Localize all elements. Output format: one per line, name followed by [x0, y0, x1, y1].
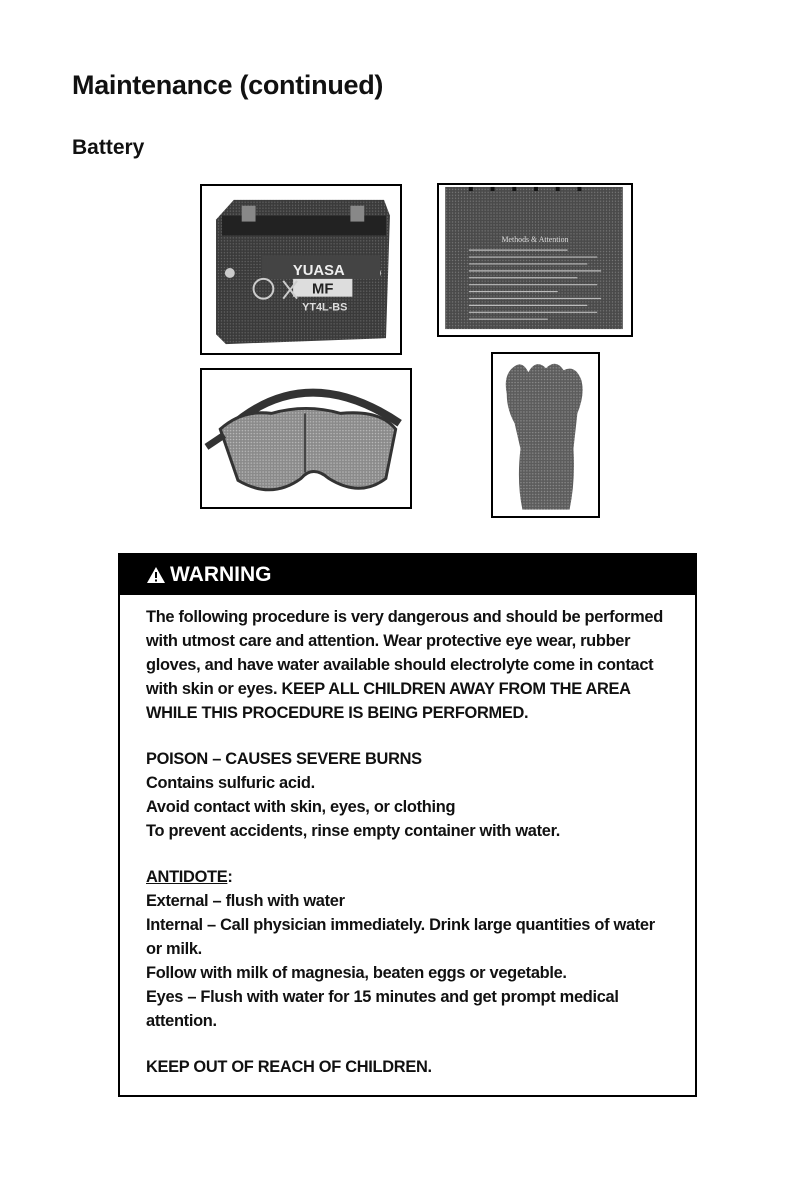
warning-title: WARNING: [170, 563, 272, 586]
battery-label: MF: [312, 281, 334, 298]
keep-out-notice: KEEP OUT OF REACH OF CHILDREN.: [146, 1058, 432, 1076]
rubber-gloves-icon: [493, 354, 598, 516]
antidote-line: or milk.: [146, 940, 202, 958]
battery-back-photo: [437, 183, 633, 337]
poison-line: Contains sulfuric acid.: [146, 774, 315, 792]
goggles-photo: [200, 368, 412, 509]
battery-photo-icon: [202, 186, 400, 353]
warning-intro-line: WHILE THIS PROCEDURE IS BEING PERFORMED.: [146, 704, 529, 722]
antidote-line: attention.: [146, 1012, 217, 1030]
antidote-line: External – flush with water: [146, 892, 345, 910]
battery-brand: YUASA: [292, 262, 345, 279]
poison-line: To prevent accidents, rinse empty container with water.: [146, 822, 561, 840]
antidote-line: Follow with milk of magnesia, beaten eggs or vegetable.: [146, 964, 567, 982]
gloves-photo: [491, 352, 600, 518]
warning-intro-line: with skin or eyes. KEEP ALL CHILDREN AWAY FROM THE AREA: [146, 680, 631, 698]
battery-model: YT4L-BS: [302, 301, 348, 314]
antidote-heading: [146, 865, 695, 889]
warning-intro-line: The following procedure is very dangerous and should be performed: [146, 608, 663, 626]
warning-triangle-icon: [146, 566, 166, 584]
warning-body: [120, 595, 695, 1079]
page-title: Maintenance (continued): [72, 70, 384, 100]
section-title: Battery: [72, 136, 145, 159]
antidote-line: Eyes – Flush with water for 15 minutes and get prompt medical: [146, 988, 619, 1006]
warning-intro-line: with utmost care and attention. Wear protective eye wear, rubber: [146, 632, 631, 650]
warning-box: [118, 553, 697, 1097]
poison-line: Avoid contact with skin, eyes, or clothing: [146, 798, 456, 816]
poison-line: POISON – CAUSES SEVERE BURNS: [146, 750, 422, 768]
safety-goggles-icon: [202, 370, 410, 507]
battery-back-photo-icon: [439, 185, 631, 335]
warning-intro-line: gloves, and have water available should electrolyte come in contact: [146, 656, 654, 674]
antidote-line: Internal – Call physician immediately. Drink large quantities of water: [146, 916, 655, 934]
warning-header: [120, 555, 695, 595]
antidote-colon: :: [227, 868, 233, 886]
antidote-label: ANTIDOTE: [146, 868, 228, 886]
battery-back-heading: Methods & Attention: [501, 235, 569, 245]
battery-front-photo: [200, 184, 402, 355]
